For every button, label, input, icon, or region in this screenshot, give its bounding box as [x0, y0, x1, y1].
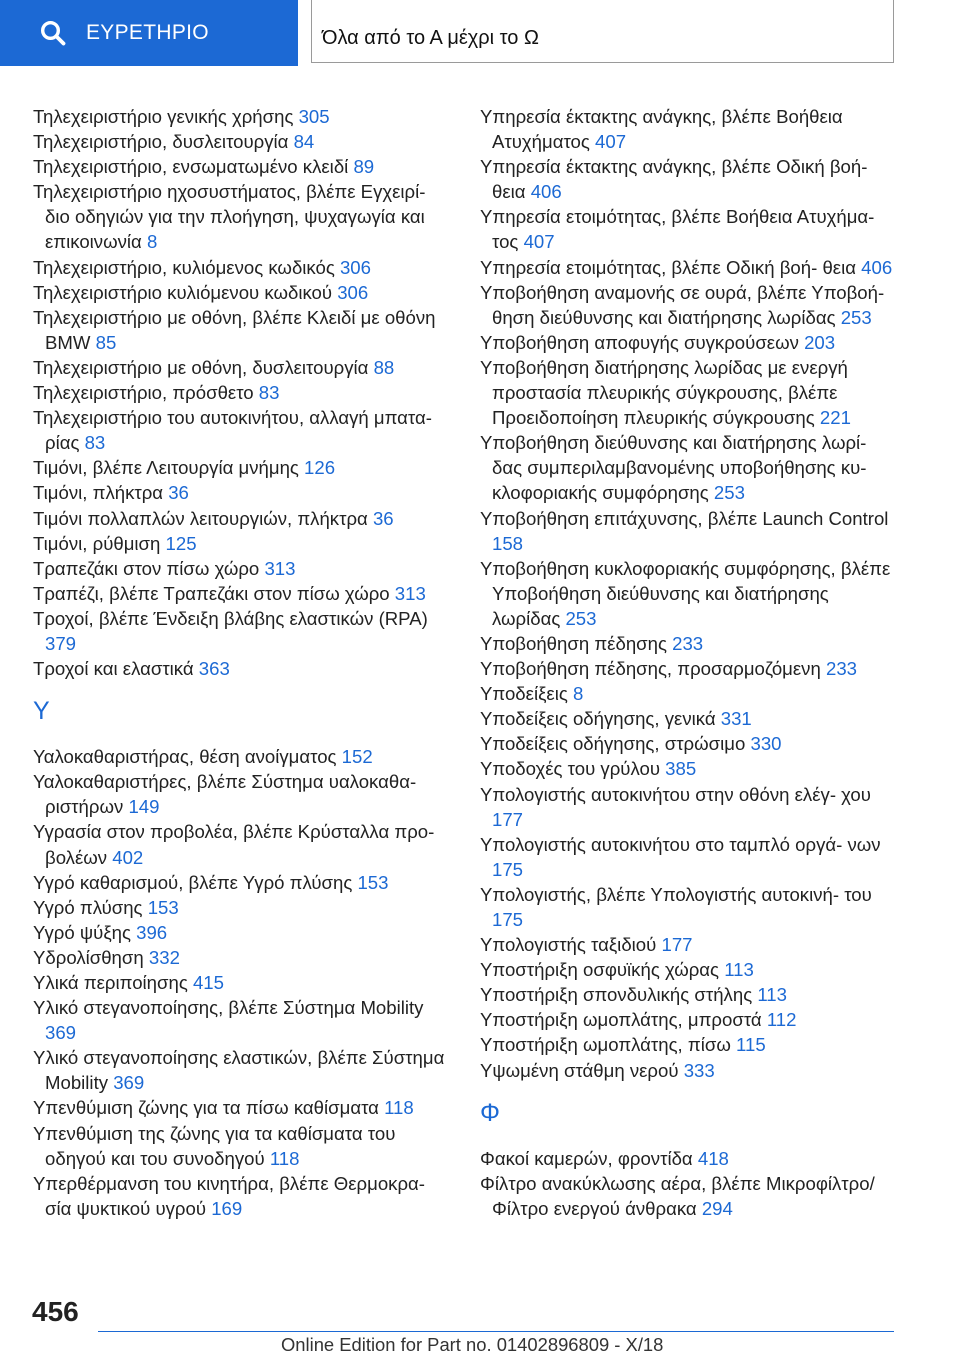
- page-reference-link[interactable]: 294: [701, 1197, 733, 1219]
- page-reference-link[interactable]: 406: [530, 181, 562, 203]
- page-reference-link[interactable]: 83: [84, 432, 106, 454]
- page-reference-link[interactable]: 313: [264, 557, 296, 579]
- index-entry-text: Υγρό καθαρισμού, βλέπε Υγρό πλύσης: [33, 871, 358, 893]
- index-entry: [480, 1007, 900, 1032]
- top-bar: [0, 0, 960, 68]
- page-reference-link[interactable]: 153: [357, 871, 389, 893]
- page-reference-link[interactable]: 203: [804, 331, 836, 353]
- page-reference-link[interactable]: 113: [757, 984, 787, 1006]
- index-entry-text: Υποδείξεις: [480, 683, 573, 705]
- index-entry-text: Υλικό στεγανοποίησης, βλέπε Σύστημα Mobility: [33, 997, 424, 1019]
- page-reference-link[interactable]: 221: [819, 407, 851, 429]
- page-number: 456: [32, 1296, 79, 1327]
- section-subtitle: Όλα από το Α μέχρι το Ω: [322, 27, 539, 49]
- page-reference-link[interactable]: 175: [492, 909, 524, 930]
- index-entry-text: Υποβοήθηση επιτάχυνσης, βλέπε Launch Control: [480, 507, 889, 529]
- index-tab[interactable]: [0, 0, 298, 66]
- index-entry-text: Τροχοί, βλέπε Ένδειξη βλάβης ελαστικών (RPA): [33, 607, 428, 629]
- page-reference-link[interactable]: 369: [113, 1072, 145, 1094]
- index-entry: [480, 1171, 900, 1221]
- index-entry-text: Τηλεχειριστήριο με οθόνη, δυσλειτουργία: [33, 356, 374, 378]
- index-entry: [480, 706, 900, 731]
- index-entry-text: Τηλεχειριστήριο με οθόνη, βλέπε Κλειδί με οθόνη BMW: [33, 306, 436, 353]
- index-entry: [480, 631, 900, 656]
- index-entry-text: Υψωμένη στάθμη νερού: [480, 1059, 684, 1081]
- index-entry-text: Υπηρεσία ετοιμότητας, βλέπε Οδική βοή‐ θεια: [480, 256, 862, 278]
- index-entry-text: Υπολογιστής ταξιδιού: [480, 934, 662, 956]
- index-entry: [33, 480, 453, 505]
- index-entry: [33, 606, 453, 656]
- index-entry: [33, 1045, 453, 1095]
- index-entry-text: Υγρό ψύξης: [33, 921, 137, 943]
- page-reference-link[interactable]: 406: [861, 256, 893, 278]
- page-reference-link[interactable]: 385: [665, 758, 697, 780]
- index-entry-text: Υποβοήθηση διεύθυνσης και διατήρησης λωρί‐ δας συμπεριλαμβανομένης υποβοήθησης κυ‐ κλοφοριακής συμφόρησης: [480, 432, 867, 504]
- index-entry: [33, 255, 453, 280]
- index-list-t: [33, 104, 453, 681]
- index-entry: [480, 430, 900, 505]
- index-column-right: [480, 104, 900, 1221]
- index-entry: [480, 1146, 900, 1171]
- page-reference-link[interactable]: 305: [298, 106, 330, 127]
- index-entry-text: Υποβοήθηση αποφυγής συγκρούσεων: [480, 331, 805, 353]
- index-entry-text: Τηλεχειριστήριο ηχοσυστήματος, βλέπε Εγχειρί‐ διο οδηγιών για την πλοήγηση, ψυχαγωγία και επικοινωνία: [33, 181, 426, 253]
- index-entry: [480, 556, 900, 631]
- index-entry: [480, 731, 900, 756]
- index-entry-text: Υπερθέρμανση του κινητήρα, βλέπε Θερμοκρα‐ σία ψυκτικού υγρού: [33, 1172, 425, 1219]
- index-entry: [33, 305, 453, 355]
- page-reference-link[interactable]: 369: [45, 1022, 77, 1044]
- index-entry-text: Τηλεχειριστήριο του αυτοκινήτου, αλλαγή μπατα‐ ρίας: [33, 407, 432, 454]
- index-entry-text: Υπηρεσία έκτακτης ανάγκης, βλέπε Οδική βοή‐ θεια: [480, 156, 868, 203]
- index-entry: [33, 1171, 453, 1221]
- index-entry-text: Τιμόνι πολλαπλών λειτουργιών, πλήκτρα: [33, 507, 373, 529]
- index-entry: [480, 330, 900, 355]
- page-reference-link[interactable]: 313: [394, 582, 426, 604]
- page-reference-link[interactable]: 253: [565, 607, 597, 629]
- page-reference-link[interactable]: 84: [293, 131, 315, 153]
- index-entry: [480, 982, 900, 1007]
- index-entry: [33, 769, 453, 819]
- index-entry: [33, 656, 453, 681]
- index-entry: [33, 129, 453, 154]
- index-entry-text: Υποδείξεις οδήγησης, γενικά: [480, 708, 721, 730]
- index-entry-text: Τιμόνι, ρύθμιση: [33, 532, 166, 554]
- index-entry: [480, 656, 900, 681]
- page-reference-link[interactable]: 118: [269, 1147, 300, 1169]
- letter-heading-phi: Φ: [480, 1098, 500, 1127]
- index-entry: [33, 179, 453, 254]
- index-entry-text: Υποστήριξη ωμοπλάτης, μπροστά: [480, 1009, 767, 1031]
- page-reference-link[interactable]: 158: [492, 532, 524, 554]
- page-reference-link[interactable]: 169: [211, 1197, 243, 1219]
- index-entry: [480, 280, 900, 330]
- index-entry-text: Τιμόνι, πλήκτρα: [33, 482, 169, 504]
- index-entry-text: Υποστήριξη οσφυϊκής χώρας: [480, 959, 725, 981]
- index-entry-text: Τηλεχειριστήριο, πρόσθετο: [33, 382, 259, 404]
- page-reference-link[interactable]: 253: [840, 306, 872, 328]
- index-entry: [33, 380, 453, 405]
- page-reference-link[interactable]: 149: [128, 796, 160, 818]
- index-entry-text: Υαλοκαθαριστήρας, θέση ανοίγματος: [33, 746, 342, 768]
- index-entry-text: Τηλεχειριστήριο, ενσωματωμένο κλειδί: [33, 156, 354, 178]
- page-reference-link[interactable]: 125: [165, 532, 197, 554]
- index-entry: [480, 756, 900, 781]
- index-entry-text: Τραπεζάκι στον πίσω χώρο: [33, 557, 265, 579]
- index-entry: [33, 819, 453, 869]
- index-entry: [33, 531, 453, 556]
- index-list-y: [33, 744, 453, 1221]
- index-entry: [33, 870, 453, 895]
- index-entry-text: Φίλτρο ανακύκλωσης αέρα, βλέπε Μικροφίλτρο/ Φίλτρο ενεργού άνθρακα: [480, 1172, 875, 1219]
- index-entry-text: Υλικό στεγανοποίησης ελαστικών, βλέπε Σύστημα Mobility: [33, 1047, 445, 1094]
- index-entry-text: Υποβοήθηση αναμονής σε ουρά, βλέπε Υποβοή‐ θηση διεύθυνσης και διατήρησης λωρίδας: [480, 281, 885, 328]
- page-reference-link[interactable]: 175: [492, 858, 524, 880]
- page-reference-link[interactable]: 330: [750, 733, 782, 755]
- page-reference-link[interactable]: 177: [661, 934, 693, 956]
- index-entry-text: Υπηρεσία έκτακτης ανάγκης, βλέπε Βοήθεια Ατυχήματος: [480, 106, 843, 153]
- index-entry-text: Υπηρεσία ετοιμότητας, βλέπε Βοήθεια Ατυχήμα‐ τος: [480, 206, 875, 253]
- index-entry: [480, 204, 900, 254]
- page-reference-link[interactable]: 153: [147, 896, 179, 918]
- page-reference-link[interactable]: 36: [372, 507, 394, 529]
- index-entry-text: Τηλεχειριστήριο, κυλιόμενος κωδικός: [33, 256, 340, 278]
- page-reference-link[interactable]: 83: [258, 382, 280, 404]
- page-reference-link[interactable]: 418: [697, 1147, 729, 1169]
- index-entry: [33, 455, 453, 480]
- index-entry: [33, 405, 453, 455]
- index-entry-text: Υποβοήθηση πέδησης, προσαρμοζόμενη: [480, 658, 826, 680]
- index-entry: [480, 832, 900, 882]
- index-entry: [480, 681, 900, 706]
- index-entry: [33, 1095, 453, 1120]
- page-reference-link[interactable]: 8: [146, 231, 158, 253]
- page-reference-link[interactable]: 126: [304, 457, 336, 479]
- index-entry-text: Τιμόνι, βλέπε Λειτουργία μνήμης: [33, 457, 305, 479]
- letter-heading-y: Y: [33, 697, 50, 726]
- page-reference-link[interactable]: 253: [713, 482, 745, 504]
- page-reference-link[interactable]: 407: [595, 131, 627, 153]
- page-reference-link[interactable]: 306: [339, 256, 371, 278]
- index-entry-text: Τηλεχειριστήριο κυλιόμενου κωδικού: [33, 281, 338, 303]
- index-entry: [480, 1058, 900, 1083]
- page-reference-link[interactable]: 113: [724, 959, 754, 981]
- page-reference-link[interactable]: 402: [112, 846, 144, 868]
- index-column-left: [33, 104, 453, 1221]
- index-entry: [480, 932, 900, 957]
- index-entry: [480, 882, 900, 932]
- index-entry-text: Υποβοήθηση κυκλοφοριακής συμφόρησης, βλέπε Υποβοήθηση διεύθυνσης και διατήρησης λωρίδας: [480, 557, 891, 629]
- index-entry: [33, 104, 453, 129]
- page-reference-link[interactable]: 331: [720, 708, 752, 730]
- page-reference-link[interactable]: 333: [683, 1059, 715, 1081]
- index-entry: [33, 154, 453, 179]
- index-entry: [480, 104, 900, 154]
- page-reference-link[interactable]: 85: [95, 331, 117, 353]
- index-entry: [480, 506, 900, 556]
- index-entry: [33, 945, 453, 970]
- index-entry: [480, 355, 900, 430]
- index-entry-text: Υπολογιστής, βλέπε Υπολογιστής αυτοκινή‐ του: [480, 883, 872, 905]
- index-entry-text: Υπενθύμιση της ζώνης για τα καθίσματα του οδηγού και του συνοδηγού: [33, 1122, 396, 1169]
- index-entry-text: Υγρασία στον προβολέα, βλέπε Κρύσταλλα προ‐ βολέων: [33, 821, 435, 868]
- index-entry-text: Τροχοί και ελαστικά: [33, 658, 199, 680]
- page-reference-link[interactable]: 332: [148, 946, 180, 968]
- index-entry: [33, 506, 453, 531]
- index-entry: [33, 995, 453, 1045]
- index-entry: [480, 782, 900, 832]
- index-entry: [33, 920, 453, 945]
- footer-edition: Online Edition for Part no. 01402896809 - X/18: [281, 1334, 664, 1355]
- index-entry: [33, 280, 453, 305]
- index-entry: [480, 255, 900, 280]
- index-entry-text: Υλικά περιποίησης: [33, 972, 193, 993]
- index-tab-label: ΕΥΡΕΤΗΡΙΟ: [86, 21, 209, 44]
- page-reference-link[interactable]: 152: [341, 746, 373, 768]
- index-entry-text: Υποβοήθηση πέδησης: [480, 632, 673, 654]
- index-entry: [33, 355, 453, 380]
- index-entry-text: Υποδείξεις οδήγησης, στρώσιμο: [480, 733, 751, 755]
- index-entry: [480, 957, 900, 982]
- index-entry: [33, 970, 453, 995]
- page-reference-link[interactable]: 396: [136, 921, 168, 943]
- page-reference-link[interactable]: 407: [523, 231, 555, 253]
- index-entry-text: Υποστήριξη σπονδυλικής στήλης: [480, 984, 758, 1006]
- page-reference-link[interactable]: 177: [492, 808, 524, 830]
- page-reference-link[interactable]: 415: [192, 972, 224, 993]
- page-reference-link[interactable]: 89: [353, 156, 375, 178]
- page-reference-link[interactable]: 379: [45, 632, 77, 654]
- index-entry-text: Υπολογιστής αυτοκινήτου στο ταμπλό οργά‐ νων: [480, 833, 881, 855]
- search-icon: [40, 20, 66, 46]
- index-entry-text: Υπενθύμιση ζώνης για τα πίσω καθίσματα: [33, 1097, 385, 1119]
- index-entry-text: Υαλοκαθαριστήρες, βλέπε Σύστημα υαλοκαθα‐ ριστήρων: [33, 771, 417, 818]
- index-list-y-continued: [480, 104, 900, 1083]
- page-reference-link[interactable]: 118: [384, 1097, 414, 1119]
- index-entry-text: Τηλεχειριστήριο, δυσλειτουργία: [33, 131, 294, 153]
- index-entry-text: Υδρολίσθηση: [33, 946, 149, 968]
- index-entry-text: Υγρό πλύσης: [33, 896, 148, 918]
- page-reference-link[interactable]: 88: [373, 356, 395, 378]
- page-reference-link[interactable]: 233: [825, 658, 858, 680]
- page-reference-link[interactable]: 363: [198, 658, 230, 680]
- page-reference-link[interactable]: 233: [672, 632, 704, 654]
- index-entry-text: Υποβοήθηση διατήρησης λωρίδας με ενεργή προστασία πλευρικής σύγκρουσης, βλέπε Προειδοποίηση πλευρικής σύγκρουσης: [480, 356, 848, 429]
- index-entry-text: Υπολογιστής αυτοκινήτου στην οθόνη ελέγ‐ χου: [480, 783, 871, 805]
- index-entry-text: Τηλεχειριστήριο γενικής χρήσης: [33, 106, 299, 127]
- page-reference-link[interactable]: 36: [168, 482, 189, 504]
- section-subtitle-tab: [311, 0, 894, 63]
- index-entry-text: Τραπέζι, βλέπε Τραπεζάκι στον πίσω χώρο: [33, 582, 395, 604]
- page-reference-link[interactable]: 8: [572, 683, 584, 705]
- page-reference-link[interactable]: 115: [736, 1034, 766, 1056]
- footer-divider: [98, 1331, 894, 1332]
- index-entry: [33, 556, 453, 581]
- index-list-phi: [480, 1146, 900, 1221]
- index-entry: [33, 895, 453, 920]
- index-entry: [33, 744, 453, 769]
- index-entry-text: Φακοί καμερών, φροντίδα: [480, 1147, 698, 1169]
- page-reference-link[interactable]: 112: [766, 1009, 797, 1031]
- page-reference-link[interactable]: 306: [337, 281, 369, 303]
- index-entry: [33, 581, 453, 606]
- index-entry: [480, 1032, 900, 1057]
- index-entry: [33, 1121, 453, 1171]
- index-entry-text: Υποδοχές του γρύλου: [480, 758, 666, 780]
- index-entry-text: Υποστήριξη ωμοπλάτης, πίσω: [480, 1034, 737, 1056]
- index-entry: [480, 154, 900, 204]
